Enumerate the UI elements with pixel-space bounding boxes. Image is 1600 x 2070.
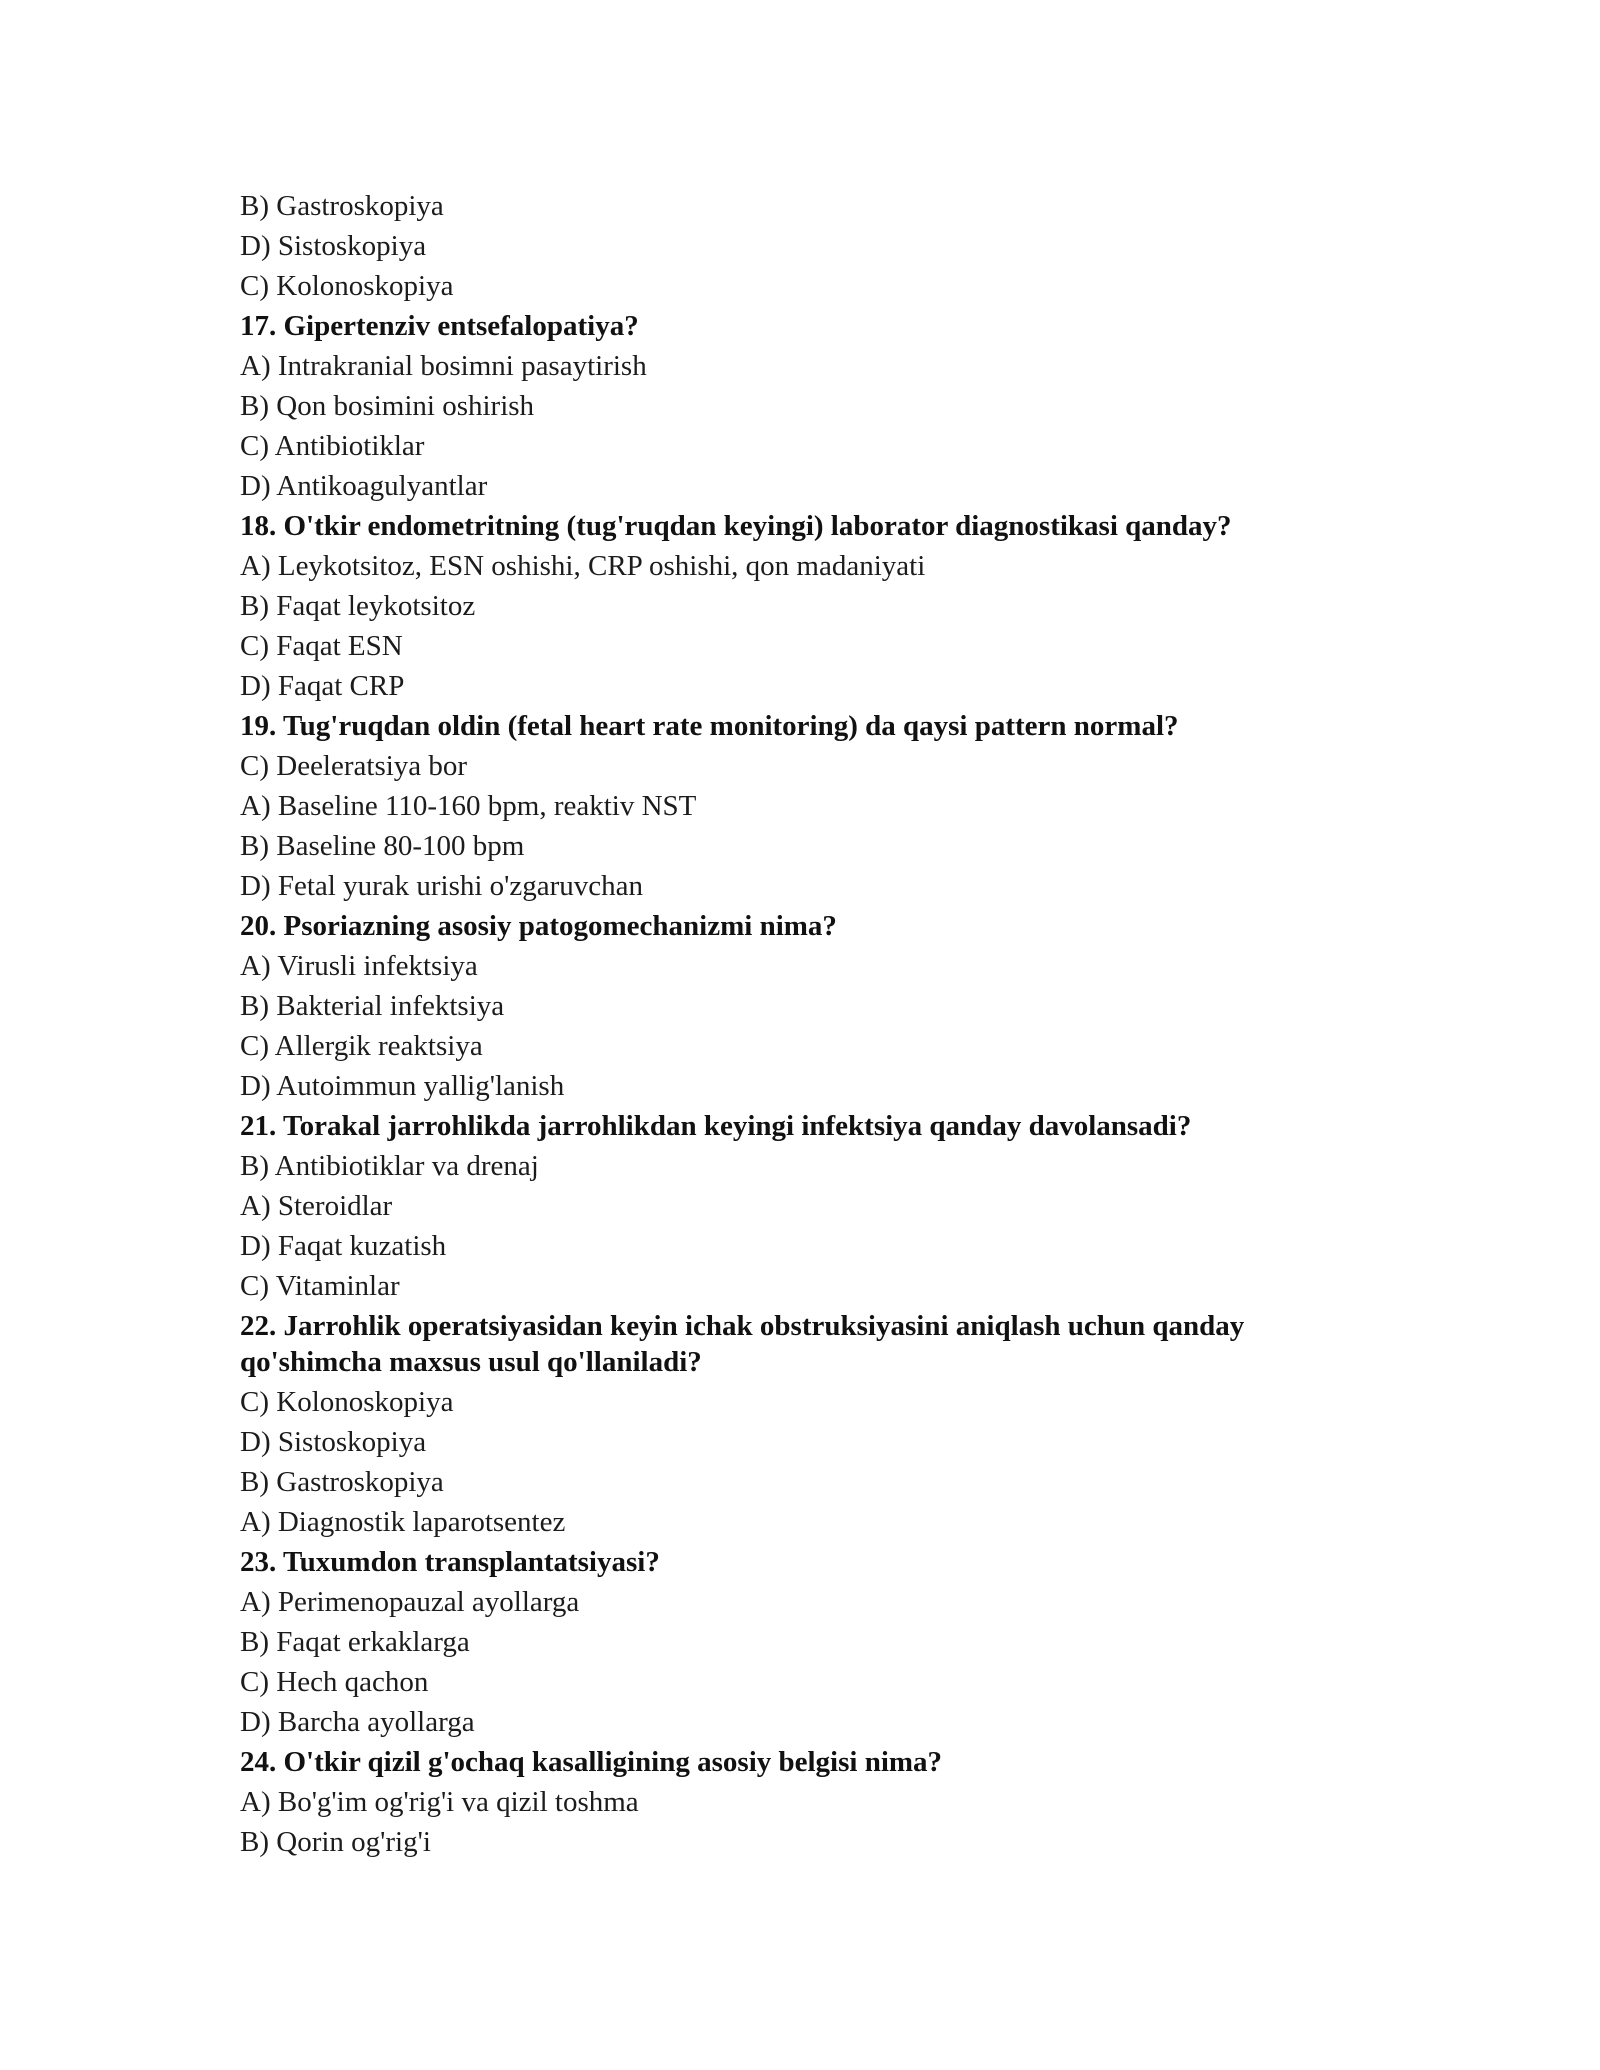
answer-option: D) Faqat CRP	[240, 670, 405, 702]
answer-option: C) Hech qachon	[240, 1666, 429, 1698]
answer-option: B) Gastroskopiya	[240, 190, 444, 222]
question-heading: 18. O'tkir endometritning (tug'ruqdan keyingi) laborator diagnostikasi qanday?	[240, 510, 1232, 542]
answer-option: C) Kolonoskopiya	[240, 1386, 454, 1418]
answer-option: A) Leykotsitoz, ESN oshishi, CRP oshishi, qon madaniyati	[240, 550, 926, 582]
answer-option: D) Autoimmun yallig'lanish	[240, 1070, 565, 1102]
answer-option: B) Faqat erkaklarga	[240, 1626, 470, 1658]
question-heading: 19. Tug'ruqdan oldin (fetal heart rate monitoring) da qaysi pattern normal?	[240, 710, 1179, 742]
answer-option: B) Gastroskopiya	[240, 1466, 444, 1498]
answer-option: D) Sistoskopiya	[240, 1426, 427, 1458]
question-heading: 20. Psoriazning asosiy patogomechanizmi nima?	[240, 910, 837, 942]
answer-option: B) Bakterial infektsiya	[240, 990, 505, 1022]
answer-option: A) Steroidlar	[240, 1190, 393, 1222]
answer-option: B) Qorin og'rig'i	[240, 1826, 431, 1858]
answer-option: B) Faqat leykotsitoz	[240, 590, 476, 622]
answer-option: D) Fetal yurak urishi o'zgaruvchan	[240, 870, 644, 902]
answer-option: B) Baseline 80-100 bpm	[240, 830, 525, 862]
document-page	[240, 186, 1390, 1862]
answer-option: D) Antikoagulyantlar	[240, 470, 488, 502]
answer-option: A) Diagnostik laparotsentez	[240, 1506, 566, 1538]
answer-option: A) Virusli infektsiya	[240, 950, 478, 982]
answer-option: C) Allergik reaktsiya	[240, 1030, 483, 1062]
answer-option: D) Barcha ayollarga	[240, 1706, 475, 1738]
answer-option: A) Bo'g'im og'rig'i va qizil toshma	[240, 1786, 639, 1818]
answer-option: A) Baseline 110-160 bpm, reaktiv NST	[240, 790, 697, 822]
answer-option: A) Perimenopauzal ayollarga	[240, 1586, 580, 1618]
question-heading: 17. Gipertenziv entsefalopatiya?	[240, 310, 639, 342]
answer-option: B) Qon bosimini oshirish	[240, 390, 535, 422]
answer-option: B) Antibiotiklar va drenaj	[240, 1150, 539, 1182]
question-heading: 23. Tuxumdon transplantatsiyasi?	[240, 1546, 660, 1578]
answer-option: D) Sistoskopiya	[240, 230, 427, 262]
answer-option: C) Deeleratsiya bor	[240, 750, 468, 782]
question-heading: 24. O'tkir qizil g'ochaq kasalligining asosiy belgisi nima?	[240, 1746, 943, 1778]
answer-option: C) Kolonoskopiya	[240, 270, 454, 302]
answer-option: C) Faqat ESN	[240, 630, 403, 662]
answer-option: D) Faqat kuzatish	[240, 1230, 447, 1262]
question-heading: 21. Torakal jarrohlikda jarrohlikdan keyingi infektsiya qanday davolansadi?	[240, 1110, 1192, 1142]
question-heading: 22. Jarrohlik operatsiyasidan keyin ichak obstruksiyasini aniqlash uchun qanday qo'shimcha maxsus usul qo'llaniladi?	[240, 1310, 1245, 1378]
answer-option: C) Vitaminlar	[240, 1270, 400, 1302]
answer-option: C) Antibiotiklar	[240, 430, 425, 462]
answer-option: A) Intrakranial bosimni pasaytirish	[240, 350, 647, 382]
